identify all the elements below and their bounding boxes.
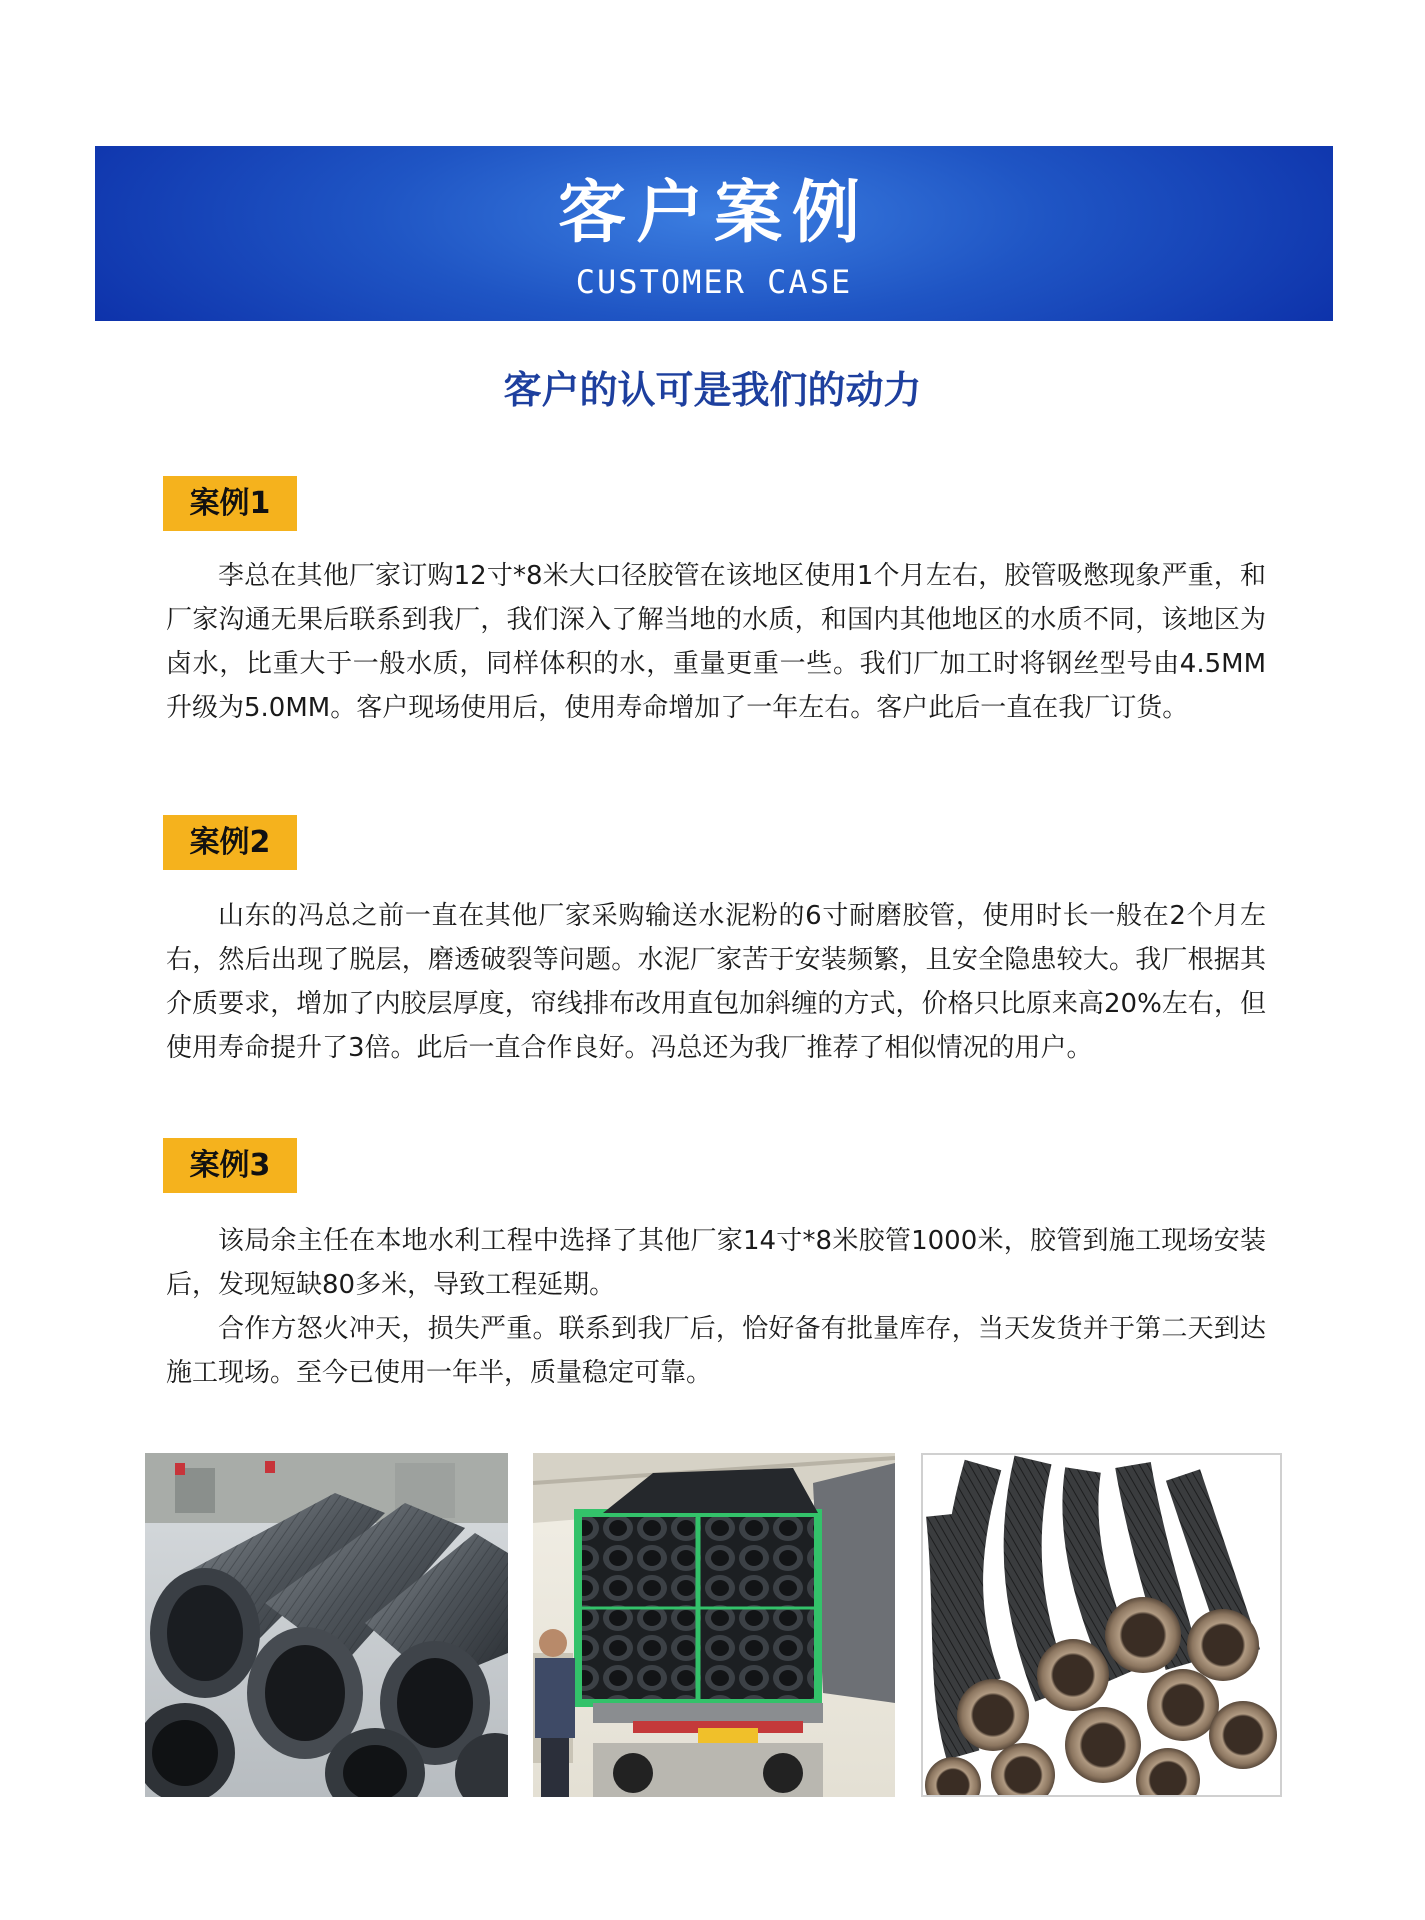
banner-subtitle: CUSTOMER CASE [575, 263, 853, 301]
case-3-paragraph-2: 合作方怒火冲天，损失严重。联系到我厂后，恰好备有批量库存，当天发货并于第二天到达施工现场。至今已使用一年半，质量稳定可靠。 [166, 1314, 1266, 1388]
case-1-label: 案例1 [163, 476, 297, 531]
case-2-label: 案例2 [163, 815, 297, 870]
case-1-text [166, 554, 1266, 730]
hose-truck-loading-photo [533, 1453, 895, 1797]
case-3-paragraph-1: 该局余主任在本地水利工程中选择了其他厂家14寸*8米胶管1000米，胶管到施工现场安装后，发现短缺80多米，导致工程延期。 [166, 1226, 1266, 1300]
case-2-text [166, 894, 1266, 1070]
page-slogan: 客户的认可是我们的动力 [503, 368, 922, 412]
flanged-hose-bundle-photo [921, 1453, 1282, 1797]
case-2-paragraph: 山东的冯总之前一直在其他厂家采购输送水泥粉的6寸耐磨胶管，使用时长一般在2个月左右，然后出现了脱层，磨透破裂等问题。水泥厂家苦于安装频繁，且安全隐患较大。我厂根据其介质要求，增加了内胶层厚度，帘线排布改用直包加斜缠的方式，价格只比原来高20%左右，但使用寿命提升了3倍。此后一直合作良好。冯总还为我厂推荐了相似情况的用户。 [166, 901, 1266, 1063]
case-3-label: 案例3 [163, 1138, 297, 1193]
banner-title: 客户案例 [557, 174, 870, 253]
header-banner [95, 146, 1333, 321]
hose-stack-yard-photo [145, 1453, 508, 1797]
case-1-paragraph: 李总在其他厂家订购12寸*8米大口径胶管在该地区使用1个月左右，胶管吸憋现象严重，和厂家沟通无果后联系到我厂，我们深入了解当地的水质，和国内其他地区的水质不同，该地区为卤水，比重大于一般水质，同样体积的水，重量更重一些。我们厂加工时将钢丝型号由4.5MM升级为5.0MM。客户现场使用后，使用寿命增加了一年左右。客户此后一直在我厂订货。 [166, 561, 1266, 723]
case-3-text [166, 1219, 1266, 1395]
